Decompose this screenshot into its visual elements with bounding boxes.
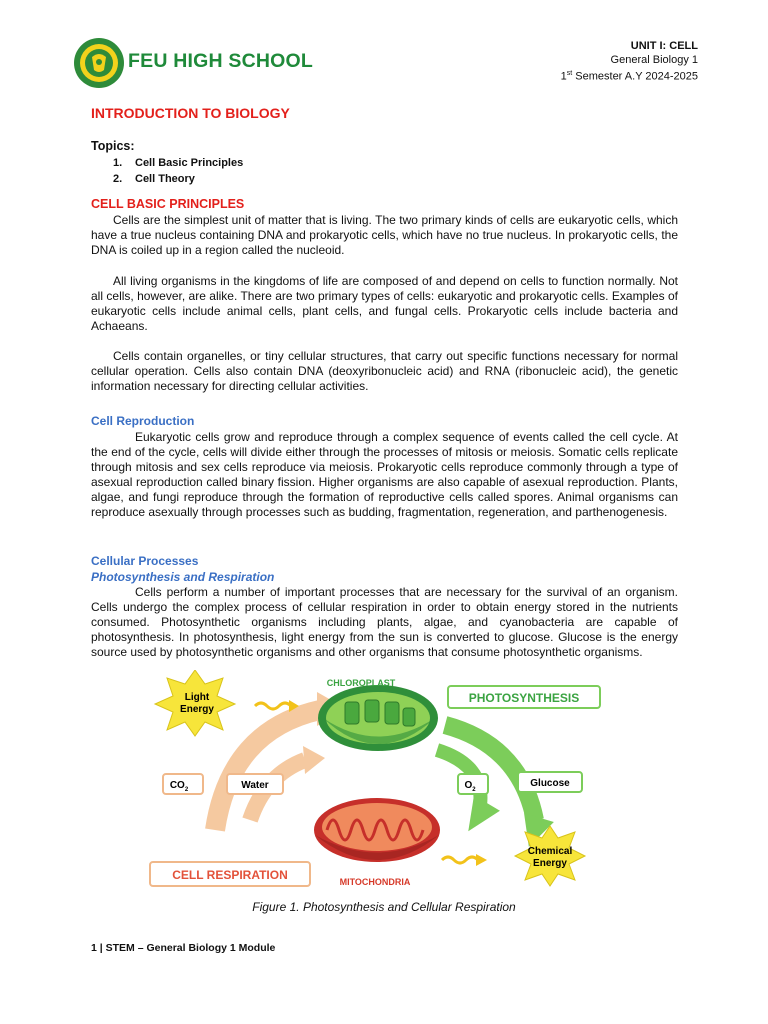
paragraph: Cells contain organelles, or tiny cellular structures, that carry out specific functions necessary for normal cellular operation. Cells also contain DNA (deoxyribonucleic acid) and RNA (ribonucleic acid), the genetic information necessary for directing cellular activities. [91, 349, 678, 393]
school-seal-logo [73, 37, 125, 89]
glucose-label: Glucose [530, 778, 570, 789]
chloroplast-label: CHLOROPLAST [326, 678, 396, 688]
light-energy-label-1: Light [184, 692, 210, 703]
photosynthesis-respiration-diagram [145, 670, 615, 895]
section-heading-cell-basic: CELL BASIC PRINCIPLES [91, 197, 245, 211]
topics-label: Topics: [91, 139, 135, 153]
light-energy-label-2: Energy [180, 704, 214, 715]
paragraph: Eukaryotic cells grow and reproduce through a complex sequence of events called the cell cycle. At the end of the cycle, cells will divide either through the processes of mitosis or meiosis. Somatic cells replicate through mitosis and sex cells reproduce via meiosis. Prokaryotic cells reproduce commonly through a type of asexual reproduction called binary fission. Higher organisms are also capable of asexual reproduction. Plants, algae, and fungi reproduce through the formation of reproductive cells called spores. Animal organisms can reproduce asexually through processes such as budding, fragmentation, regeneration, and parthenogenesis. [91, 430, 678, 519]
section-heading-cell-reproduction: Cell Reproduction [91, 414, 195, 428]
mitochondria-label: MITOCHONDRIA [339, 877, 411, 887]
o2-label: $O_2$ [464, 780, 476, 793]
water-label: Water [241, 780, 269, 791]
list-item: 2. Cell Theory [113, 173, 195, 185]
school-name: FEU HIGH SCHOOL [128, 50, 314, 72]
cell-respiration-label: CELL RESPIRATION [172, 868, 288, 882]
section-heading-cellular-processes: Cellular Processes [91, 554, 199, 568]
unit-info [561, 39, 698, 84]
course-name: General Biology 1 [610, 54, 698, 66]
paragraph: Cells perform a number of important processes that are necessary for the survival of an organism. Cells undergo the complex process of cellular respiration in order to obtain energy stored in the nutrients consumed. Photosynthetic organisms including plants, algae, and cyanobacteria are capable of photosynthesis. In photosynthesis, light energy from the sun is converted to glucose. Glucose is the energy source used by photosynthetic organisms and other organisms that consume photosynthetic organisms. [91, 585, 678, 659]
page-title: INTRODUCTION TO BIOLOGY [91, 105, 290, 121]
page-footer: 1 | STEM – General Biology 1 Module [91, 942, 276, 954]
photosynthesis-label: PHOTOSYNTHESIS [468, 691, 580, 705]
paragraph: All living organisms in the kingdoms of life are composed of and depend on cells to function normally. Not all cells, however, are alike. There are two primary types of cells: eukaryotic and prokaryotic cells. Examples of eukaryotic cells include animal cells, plant cells, and fungal cells. Prokaryotic cells include bacteria and Achaeans. [91, 274, 678, 333]
chemical-energy-label-1: Chemical [527, 846, 573, 857]
topics-list [113, 155, 243, 187]
subheading-photosynthesis: Photosynthesis and Respiration [91, 570, 275, 584]
unit-title: UNIT I: CELL [630, 40, 698, 52]
paragraph: Cells are the simplest unit of matter that is living. The two primary kinds of cells are eukaryotic cells, which have a true nucleus containing DNA and prokaryotic cells, which have no true nucleus. In prokaryotic cells, the DNA is coiled up in a region called the nucleoid. [91, 213, 678, 257]
figure-caption: Figure 1. Photosynthesis and Cellular Respiration [252, 900, 516, 914]
semester-line: 1st Semester A.Y 2024-2025 [560, 70, 698, 83]
chemical-energy-label-2: Energy [533, 858, 567, 869]
co2-label: $CO_2$ [169, 780, 189, 793]
list-item: 1. Cell Basic Principles [113, 157, 244, 169]
